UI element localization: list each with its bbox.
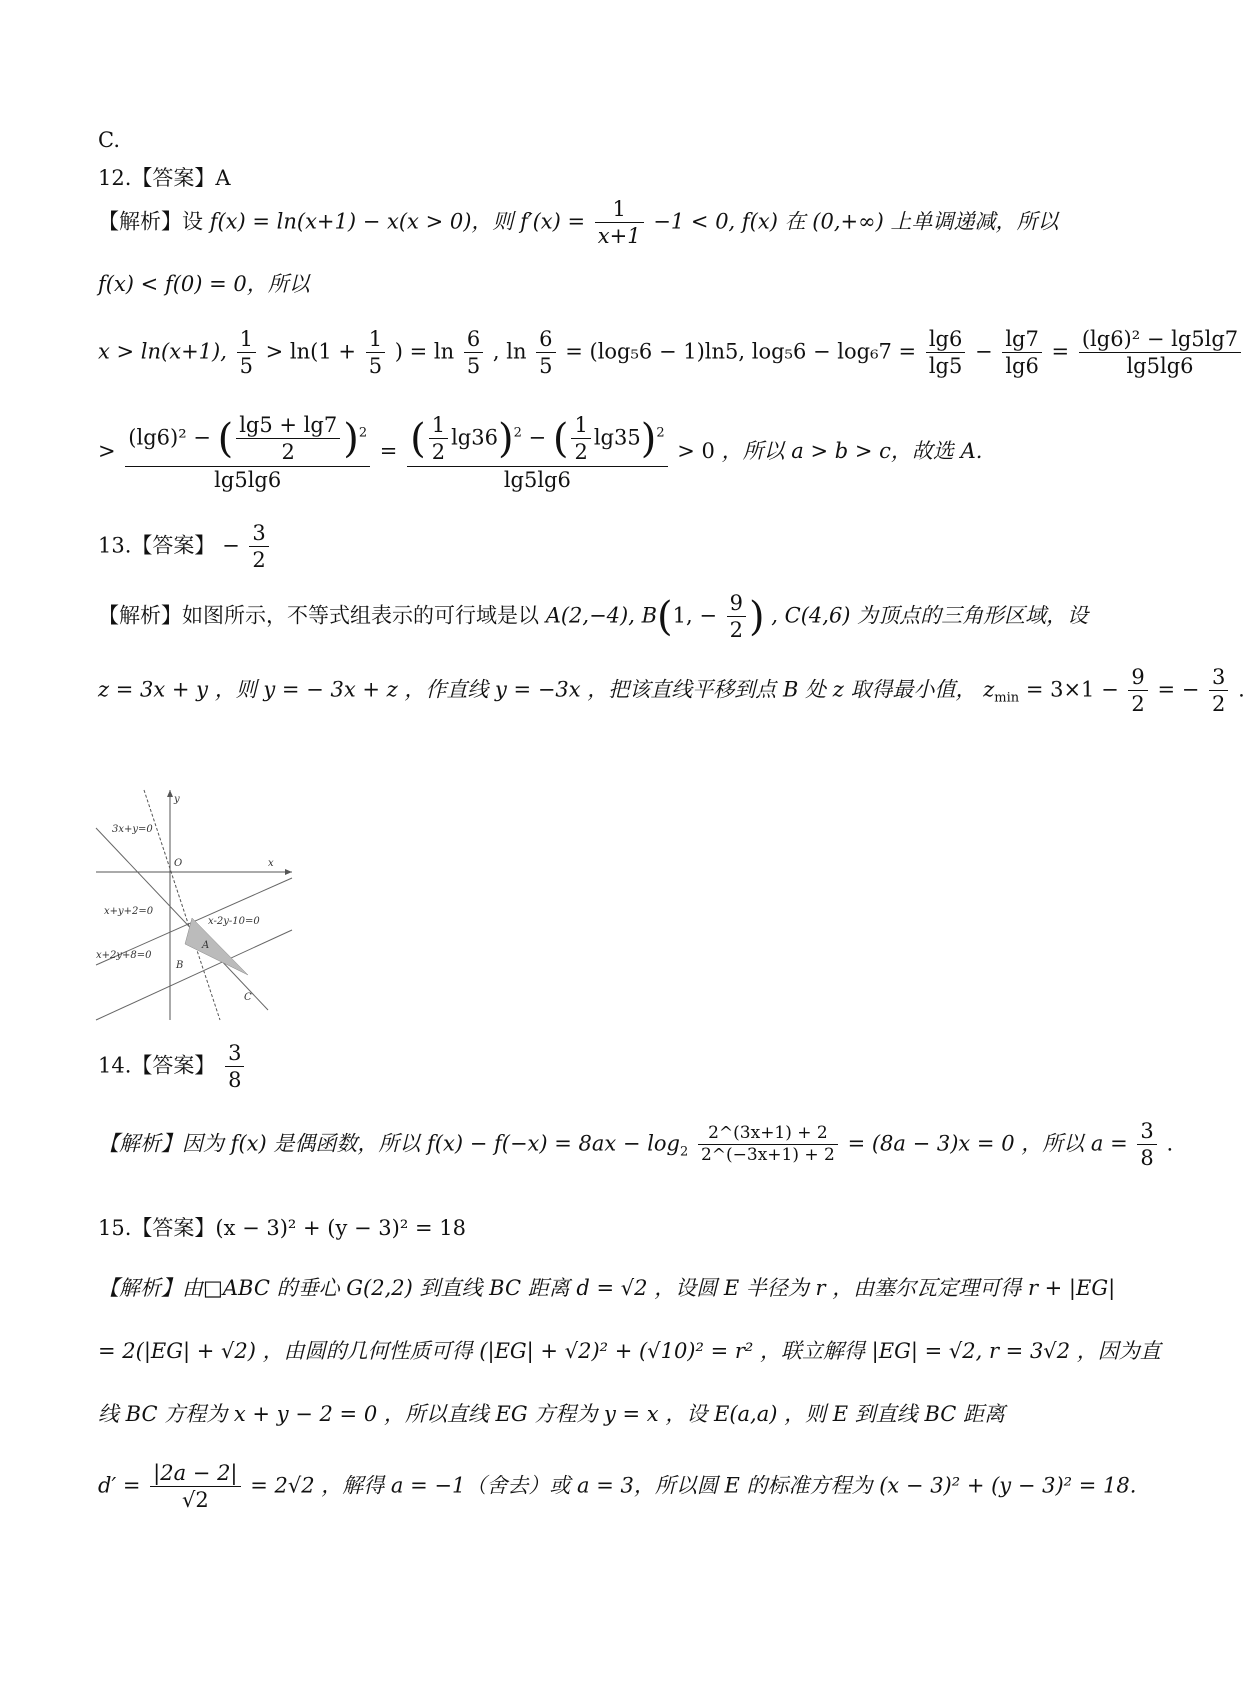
q12-p1-pre: 【解析】设 [98, 209, 203, 234]
frac-lg7-lg6: $\frac{\lg 7}{\lg 6}$ [1002, 326, 1042, 380]
q12-head: 12.【答案】A [98, 166, 231, 190]
frac-6-5b: $\frac{6}{5}$ [536, 326, 555, 380]
line-3x-y-0 [144, 790, 220, 1020]
q12-line1 [98, 196, 1140, 250]
point-c-label: C [244, 992, 252, 1003]
graph-label-y: y [174, 794, 180, 805]
x-axis-arrow [285, 869, 292, 875]
q15-line4: d′ = $\frac{|2a - 2|}{√2}$ = 2√2 ，解得 a = −1（舍去）或 a = 3，所以圆 E 的标准方程为 (x − 3)² + (y − 3)² = 18. [98, 1461, 1137, 1513]
q12-p1-post: −1 < 0, f(x) 在 (0,+∞) 上单调递减，所以 [653, 209, 1059, 234]
q14-answer-frac: $\frac{3}{8}$ [225, 1040, 244, 1094]
graph-label-x: x [268, 858, 274, 869]
point-a-label: A [202, 940, 210, 951]
q15-head: 15.【答案】(x − 3)² + (y − 3)² = 18 [98, 1216, 466, 1240]
y-axis-arrow [167, 790, 173, 797]
graph-label-l1: 3x+y=0 [112, 824, 153, 835]
q14-line1: 【解析】因为 f(x) 是偶函数，所以 $f(x) - f(-x) = 8ax - \log_2$ $\frac{2\^{}(3x+1) + 2}{2\^{}(-3x+1) + 2}$ = (8a − 3)x = 0 ，所以 a = $\frac{3}{8}$ . [98, 1119, 1174, 1171]
frac-6-5: $\frac{6}{5}$ [464, 326, 483, 380]
q15-line2: = 2(|EG| + √2) ，由圆的几何性质可得 (|EG| + √2)² + (√10)² = r² ，联立解得 |EG| = √2, r = 3√2 ，因为直 [98, 1339, 1161, 1363]
q12-line2 [98, 268, 1140, 298]
frac-lg6-lg5: $\frac{\lg 6}{\lg 5}$ [926, 326, 966, 380]
q12-p1-fx: f(x) = ln(x+1) − x(x > 0)，则 f′(x) = [209, 209, 586, 234]
frac-big: $\frac{\text{(lg6)² − lg5lg7}}{\lg 5\lg 6}$ [1079, 326, 1241, 380]
graph-label-l2: x+y+2=0 [104, 906, 154, 917]
q12-line4: > (lg6)² − ( $\frac{\lg 5 + \lg 7}{2}$ )$^2$ lg5lg6 = ( $\frac{1}{2}$ lg36)$^2$ − ( $\frac{1}{2}$ lg35)$^2$ lg5lg6 > 0 ，所以 a > b > c，故选 A. [98, 413, 983, 492]
frac-1-5: $\frac{1}{5}$ [237, 326, 256, 380]
frac-1-5b: $\frac{1}{5}$ [366, 326, 385, 380]
frac-l4-1: (lg6)² − ( $\frac{\lg 5 + \lg 7}{2}$ )$^2$ lg5lg6 [125, 412, 370, 493]
q12-p1-frac: $\frac{1}{x+1}$ [595, 196, 644, 250]
q13-answer-frac: $\frac{3}{2}$ [249, 520, 268, 574]
q12-p2: f(x) < f(0) = 0，所以 [98, 272, 310, 296]
q13-line2: z = 3x + y ，则 y = − 3x + z ，作直线 y = −3x ，把该直线平移到点 B 处 z 取得最小值， $z_{min} = 3\times 1$ − $\frac{9}{2}$ = − $\frac{3}{2}$ . [98, 665, 1245, 717]
feasible-region-graph [96, 790, 306, 1020]
graph-label-l3: x-2y-10=0 [208, 916, 260, 927]
graph-label-o: O [174, 858, 183, 869]
q14-head: 14.【答案】 $\frac{3}{8}$ [98, 1040, 1140, 1094]
point-b-label: B [176, 960, 184, 971]
graph-label-l4: x+2y+8=0 [96, 950, 152, 961]
q13-head: 13.【答案】 − $\frac{3}{2}$ [98, 520, 1140, 574]
frac-l4-2: ( $\frac{1}{2}$ lg36)$^2$ − ( $\frac{1}{2}$ lg35)$^2$ lg5lg6 [407, 412, 668, 493]
q12-line3: x > ln(x+1), $\frac{1}{5}$ > ln(1 + $\frac{1}{5}$ ) = ln $\frac{6}{5}$ , ln $\frac{6}{5}$ = (log₅6 − 1)ln5, log₅6 − log₆7 = $\frac{\lg 6}{\lg 5}$ − $\frac{\lg 7}{\lg 6}$ = $\frac{\text{(lg6)² − lg5lg7}}{\lg 5\lg 6}$ [98, 326, 1140, 380]
q15-line1: 【解析】由□ABC 的垂心 G(2,2) 到直线 BC 距离 d = √2 ，设圆 E 半径为 r ，由塞尔瓦定理可得 r + |EG| [98, 1276, 1116, 1300]
c-line: C. [98, 128, 120, 152]
q15-line3: 线 BC 方程为 x + y − 2 = 0 ，所以直线 EG 方程为 y = x ，设 E(a,a) ，则 E 到直线 BC 距离 [98, 1402, 1006, 1426]
q13-line1: 【解析】如图所示，不等式组表示的可行域是以 A(2,−4), B(1, − $\frac{9}{2}$ ) , C(4,6) 为顶点的三角形区域，设 [98, 591, 1089, 643]
